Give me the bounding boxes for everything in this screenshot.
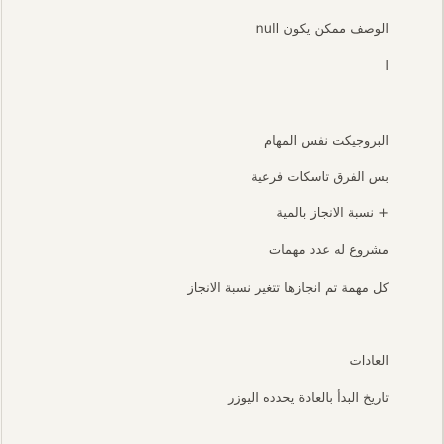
note-line-task-completion-updates: كل مهمة تم انجازها تتغير نسبة الانجاز	[187, 281, 389, 296]
page-left-border	[1, 0, 2, 444]
note-heading-habits: العادات	[349, 354, 389, 369]
note-line-habit-start-date: تاريخ البدأ بالعادة يحدده اليوزر	[228, 391, 389, 406]
note-line-stray-character: ا	[385, 59, 389, 74]
note-line-description-nullable: الوصف ممكن يكون null	[255, 22, 389, 37]
note-line-subtasks-difference: بس الفرق تاسكات فرعية	[251, 170, 389, 185]
note-line-project-task-count: مشروع له عدد مهمات	[268, 243, 389, 258]
note-line-project-same-as-tasks: البروجيكت نفس المهام	[264, 134, 389, 149]
note-line-completion-percentage: + نسبة الانجاز بالمية	[276, 206, 389, 221]
